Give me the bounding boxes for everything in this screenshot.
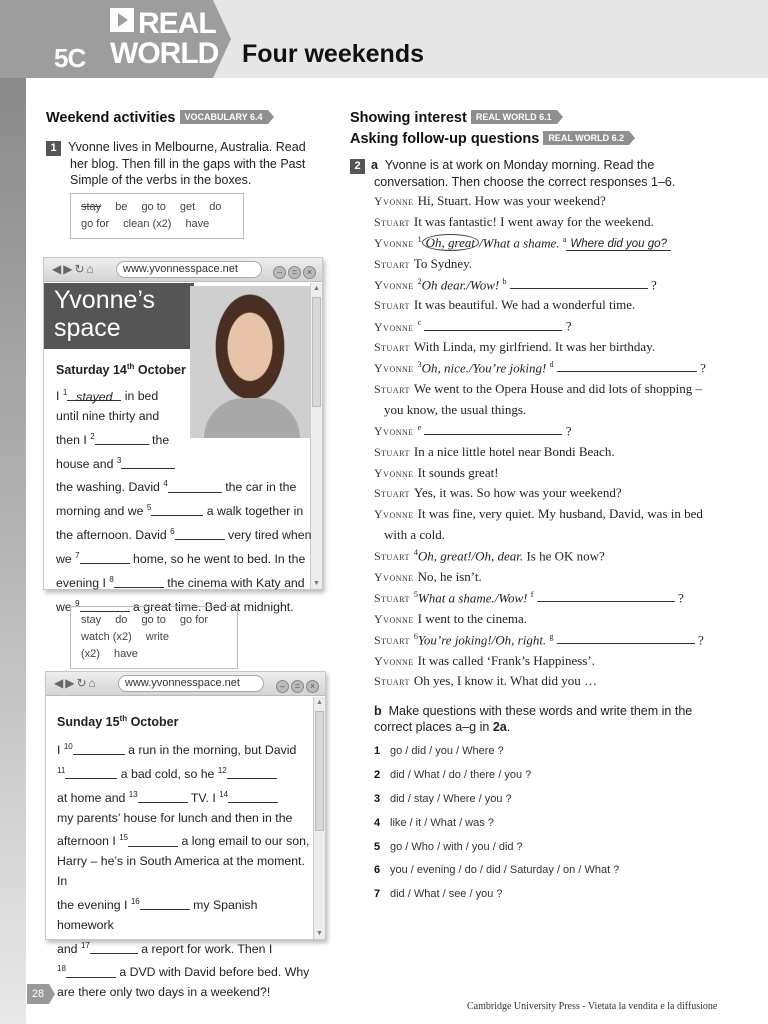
gap-18[interactable]	[66, 965, 116, 978]
browser-toolbar	[46, 672, 325, 696]
scroll-down-icon[interactable]: ▼	[316, 930, 323, 937]
vocabulary-tag: VOCABULARY 6.4	[180, 110, 268, 124]
browser-toolbar	[44, 258, 322, 282]
conversation-line: Yvonne I went to the cinema.	[374, 610, 528, 626]
conversation-line: Yvonne It was fine, very quiet. My husband, David, was in bed	[374, 506, 703, 522]
gap-3[interactable]	[121, 456, 175, 469]
blog-line: I $^1$ stayed in bed	[56, 387, 159, 405]
footer-credit: Cambridge University Press - Vietata la vendita e la diffusione	[467, 1001, 718, 1012]
gap-5[interactable]	[151, 503, 203, 516]
gap-f[interactable]	[537, 590, 675, 602]
blog-post-saturday	[56, 357, 316, 618]
blog-line: evening I $^8$ the cinema with Katy and	[56, 574, 305, 591]
url-field[interactable]: www.yvonnesspace.net	[116, 261, 262, 278]
blog-line: $^{11}$ a bad cold, so he $^{12}$	[57, 761, 317, 785]
blog-line: my parents’ house for lunch and then in the	[57, 810, 293, 825]
conversation-line: Yvonne $^3$Oh, nice./You’re joking! $^d$ ?	[374, 360, 706, 376]
scroll-down-icon[interactable]: ▼	[313, 580, 320, 587]
play-icon	[110, 8, 134, 32]
conversation-line: Stuart We went to the Opera House and did lots of shopping –	[374, 381, 703, 397]
maximize-icon[interactable]: =	[291, 680, 304, 693]
conversation-line: Yvonne $^1$ Oh, great /What a shame. $^a$ Where did you go?	[374, 235, 724, 256]
page-header	[0, 0, 768, 78]
conversation-line: Stuart In a nice little hotel near Bondi Beach.	[374, 443, 615, 459]
conversation-line: with a cold.	[384, 527, 446, 543]
blog-line: at home and $^{13}$ TV. I $^{14}$	[57, 785, 317, 809]
blog-line: house and $^3$	[56, 451, 316, 475]
blog-line: morning and we $^5$ a walk together in	[56, 503, 304, 519]
example-answer[interactable]: Where did you go?	[566, 238, 671, 251]
gap-2[interactable]	[95, 432, 149, 445]
close-icon[interactable]: ×	[303, 266, 316, 279]
site-banner: Yvonne’s space	[44, 283, 194, 349]
exercise-1-instruction: 1 Yvonne lives in Melbourne, Australia. Read her blog. Then fill in the gaps with the Past Simple of the verbs in the boxes.	[46, 139, 306, 188]
blog-window-saturday	[43, 257, 323, 614]
conversation-line: Stuart With Linda, my girlfriend. It was her birthday.	[374, 339, 656, 355]
conversation	[374, 193, 724, 694]
section-heading-showing-interest: Showing interest REAL WORLD 6.1	[350, 110, 557, 126]
conversation-line: Stuart Oh yes, I know it. What did you …	[374, 673, 598, 689]
list-item: 6 you / evening / do / did / Saturday / on / What ?	[374, 864, 620, 877]
conversation-line: Yvonne Hi, Stuart. How was your weekend?	[374, 193, 606, 208]
word-box-2: stay do go to go for watch (x2) write (x2) have	[70, 606, 238, 669]
word-box-1: stay be go to get do go for clean (x2) have	[70, 193, 244, 239]
blog-window-sunday	[45, 671, 326, 1000]
conversation-line: you know, the usual things.	[384, 401, 527, 417]
gap-c[interactable]	[424, 319, 562, 331]
gap-d[interactable]	[557, 360, 697, 372]
gap-6[interactable]	[175, 527, 225, 540]
blog-line: are there only two days in a weekend?!	[57, 985, 271, 1000]
list-item: 2 did / What / do / there / you ?	[374, 768, 532, 781]
close-icon[interactable]: ×	[306, 680, 319, 693]
blog-line: then I $^2$ the	[56, 431, 170, 447]
list-item: 7 did / What / see / you ?	[374, 888, 503, 901]
real-world-tag-2: REAL WORLD 6.2	[543, 131, 629, 145]
section-heading-vocabulary: Weekend activities VOCABULARY 6.4	[46, 110, 268, 126]
conversation-line: Stuart $^5$What a shame./Wow! $^f$ ?	[374, 589, 684, 606]
side-strip	[0, 78, 26, 1024]
gap-b[interactable]	[510, 277, 648, 289]
blog-post-sunday	[57, 709, 317, 1003]
post-date: Saturday 14th October	[56, 362, 186, 378]
conversation-line: Stuart $^4$Oh, great!/Oh, dear. Is he OK now?	[374, 548, 605, 564]
blog-line: and $^{17}$ a report for work. Then I	[57, 940, 273, 956]
blog-line: the washing. David $^4$ the car in the	[56, 479, 297, 495]
blog-line: the evening I $^{16}$ my Spanish homework	[57, 896, 258, 932]
post-date: Sunday 15th October	[57, 714, 179, 730]
gap-11[interactable]	[65, 766, 117, 779]
page-number: 28	[27, 984, 49, 1004]
url-field[interactable]: www.yvonnesspace.net	[118, 675, 264, 692]
gap-1-answer[interactable]: stayed	[67, 388, 121, 401]
conversation-line: Yvonne $^2$Oh dear./Wow! $^b$ ?	[374, 276, 657, 292]
scroll-up-icon[interactable]: ▲	[313, 285, 320, 292]
maximize-icon[interactable]: =	[288, 266, 301, 279]
gap-15[interactable]	[128, 834, 178, 847]
real-world-tag-1: REAL WORLD 6.1	[471, 110, 557, 124]
exercise-number: 1	[46, 141, 61, 156]
gap-g[interactable]	[557, 632, 695, 644]
gap-4[interactable]	[168, 480, 222, 493]
conversation-line: Stuart $^6$You’re joking!/Oh, right. $^g$ ?	[374, 631, 704, 648]
exercise-number: 2	[350, 159, 365, 174]
gap-10[interactable]	[73, 742, 125, 755]
blog-line: we $^9$ a great time. Bed at midnight.	[56, 598, 294, 614]
exercise-2a-instruction: 2 a Yvonne is at work on Monday morning. Read the conversation. Then choose the correct responses 1–6.	[350, 157, 675, 190]
blog-line: until nine thirty and	[56, 408, 160, 423]
gap-7[interactable]	[80, 551, 130, 564]
real-world-logo: REAL WORLD	[110, 7, 219, 70]
gap-8[interactable]	[114, 575, 164, 588]
section-heading-follow-up: Asking follow-up questions REAL WORLD 6.2	[350, 131, 629, 147]
blog-line: we $^7$ home, so he went to bed. In the	[56, 551, 306, 567]
gap-17[interactable]	[90, 941, 138, 954]
browser-nav-icons[interactable]: ◀▶↻⌂	[54, 676, 98, 690]
blog-line: Harry – he’s in South America at the moment. In	[57, 854, 305, 889]
blog-line: $^{18}$ a DVD with David before bed. Why	[57, 964, 310, 980]
circled-answer[interactable]: Oh, great	[422, 234, 479, 251]
scroll-up-icon[interactable]: ▲	[316, 699, 323, 706]
conversation-line: Yvonne No, he isn’t.	[374, 569, 482, 585]
conversation-line: Stuart Yes, it was. So how was your weekend?	[374, 485, 622, 501]
browser-nav-icons[interactable]: ◀▶↻⌂	[52, 262, 96, 276]
gap-14[interactable]	[228, 790, 278, 803]
conversation-line: Yvonne $^e$ ?	[374, 422, 572, 439]
gap-e[interactable]	[424, 423, 562, 435]
list-item: 1 go / did / you / Where ?	[374, 745, 504, 757]
page-title: Four weekends	[242, 40, 424, 68]
gap-12[interactable]	[227, 766, 277, 779]
blog-line: the afternoon. David $^6$ very tired when	[56, 527, 312, 543]
list-item: 4 like / it / What / was ?	[374, 816, 494, 829]
conversation-line: Yvonne $^c$ ?	[374, 318, 572, 334]
exercise-2b-instruction: b Make questions with these words and write them in the correct places a–g in 2a.	[374, 704, 693, 734]
conversation-line: Stuart To Sydney.	[374, 255, 473, 271]
gap-16[interactable]	[140, 897, 190, 910]
conversation-line: Yvonne It sounds great!	[374, 464, 499, 480]
unit-number: 5C	[54, 43, 86, 73]
question-list	[374, 745, 619, 912]
list-item: 3 did / stay / Where / you ?	[374, 792, 512, 805]
conversation-line: Yvonne It was called ‘Frank’s Happiness’.	[374, 652, 595, 668]
list-item: 5 go / Who / with / you / did ?	[374, 840, 523, 853]
minimize-icon[interactable]: –	[273, 266, 286, 279]
conversation-line: Stuart It was beautiful. We had a wonderful time.	[374, 297, 636, 313]
blog-line: afternoon I $^{15}$ a long email to our son,	[57, 833, 310, 849]
blog-line: I $^{10}$ a run in the morning, but David	[57, 741, 297, 758]
gap-13[interactable]	[138, 790, 188, 803]
window-controls	[274, 676, 319, 694]
conversation-line: Stuart It was fantastic! I went away for the weekend.	[374, 213, 654, 229]
minimize-icon[interactable]: –	[276, 680, 289, 693]
window-controls	[271, 262, 316, 280]
